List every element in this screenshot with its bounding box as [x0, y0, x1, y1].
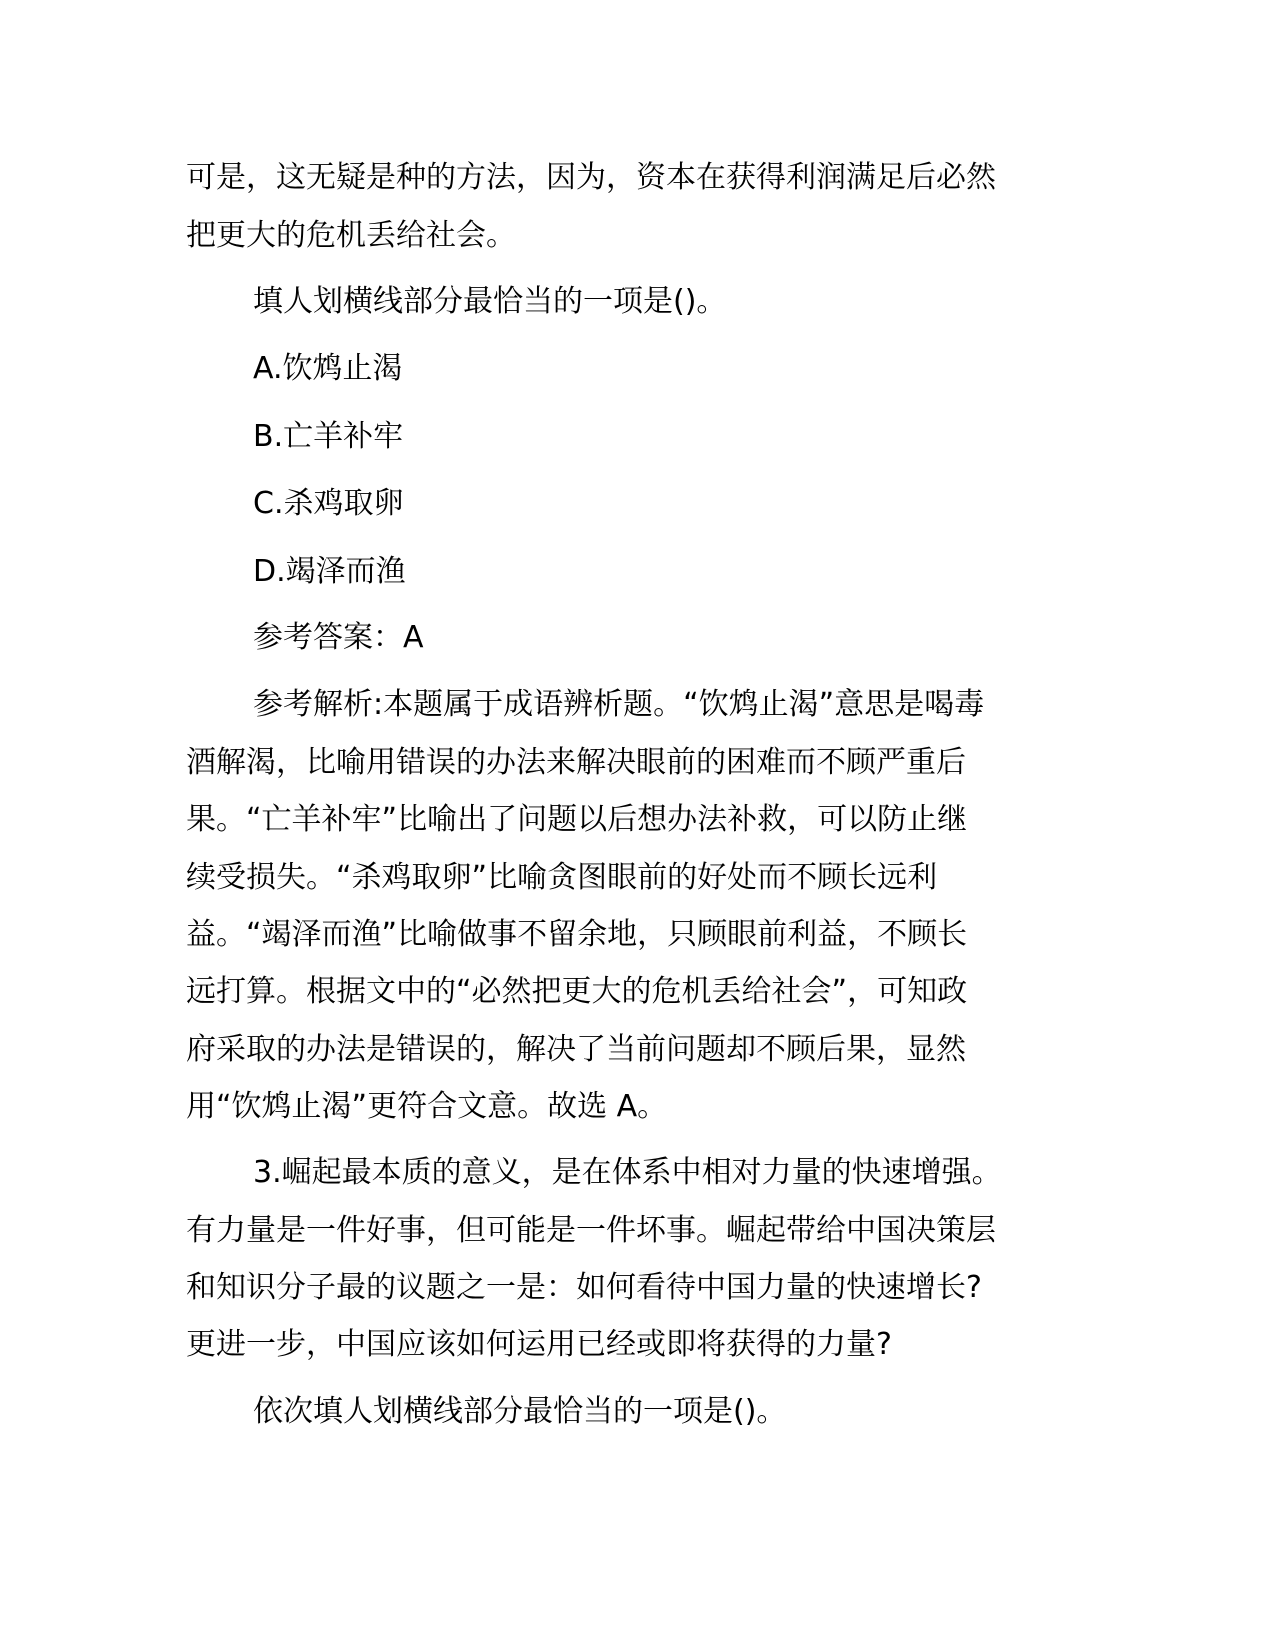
question-3-line: 有力量是一件好事，但可能是一件坏事。崛起带给中国决策层 [186, 1213, 996, 1248]
analysis-line: 远打算。根据文中的“必然把更大的危机丢给社会”，可知政 [186, 974, 968, 1009]
option-b: B.亡羊补牢 [253, 419, 404, 454]
question-3-line: 更进一步，中国应该如何运用已经或即将获得的力量? [186, 1327, 892, 1362]
question-prompt: 填人划横线部分最恰当的一项是()。 [253, 284, 727, 319]
analysis-line: 酒解渴，比喻用错误的办法来解决眼前的困难而不顾严重后 [186, 745, 966, 780]
analysis-line: 果。“亡羊补牢”比喻出了问题以后想办法补救，可以防止继 [186, 802, 968, 837]
passage-line: 可是，这无疑是种的方法，因为，资本在获得利润满足后必然 [186, 160, 996, 195]
analysis-line: 参考解析:本题属于成语辨析题。“饮鸩止渴”意思是喝毒 [253, 687, 985, 722]
passage-line: 把更大的危机丢给社会。 [186, 218, 516, 253]
option-a: A.饮鸩止渴 [253, 351, 403, 386]
option-d: D.竭泽而渔 [253, 554, 406, 589]
question-3-prompt: 依次填人划横线部分最恰当的一项是()。 [253, 1394, 787, 1429]
analysis-line: 用“饮鸩止渴”更符合文意。故选 A。 [186, 1089, 668, 1124]
analysis-line: 续受损失。“杀鸡取卵”比喻贪图眼前的好处而不顾长远利 [186, 860, 938, 895]
analysis-line: 益。“竭泽而渔”比喻做事不留余地，只顾眼前利益，不顾长 [186, 917, 968, 952]
question-3-line: 和知识分子最的议题之一是：如何看待中国力量的快速增长? [186, 1270, 982, 1305]
analysis-line: 府采取的办法是错误的，解决了当前问题却不顾后果，显然 [186, 1032, 966, 1067]
option-c: C.杀鸡取卵 [253, 486, 404, 521]
reference-answer: 参考答案：A [253, 620, 424, 655]
question-3-line: 3.崛起最本质的意义，是在体系中相对力量的快速增强。 [253, 1155, 1002, 1190]
